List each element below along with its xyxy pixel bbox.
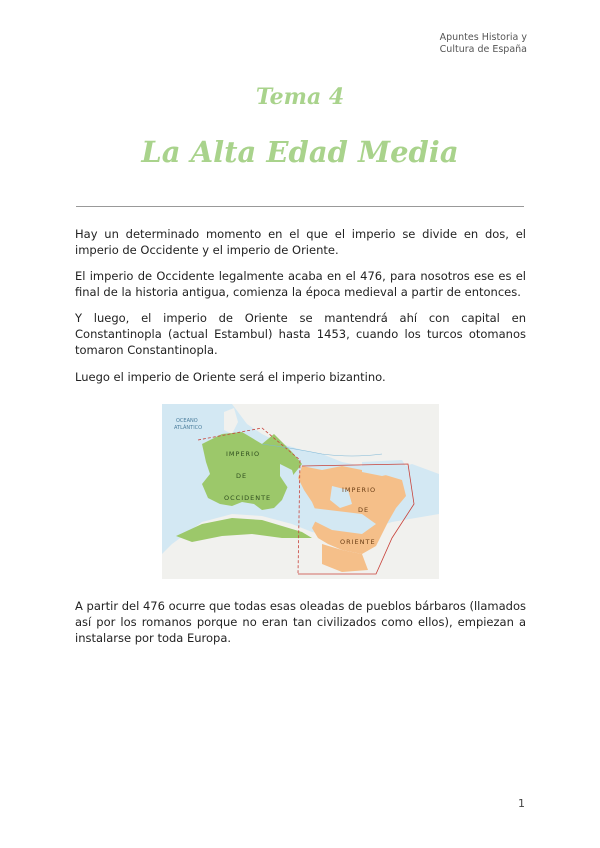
paragraph-4: Luego el imperio de Oriente será el imperio bizantino. xyxy=(75,370,386,384)
page-title: La Alta Edad Media xyxy=(141,135,459,169)
header-line-1: Apuntes Historia y xyxy=(439,32,527,43)
map-label-east-1: IMPERIO xyxy=(342,486,377,494)
paragraph-3: Y luego, el imperio de Oriente se mantendrá ahí con capital en Constantinopla (actual Estambul) hasta 1453, cuando los turcos otomanos tomaron Constantinopla. xyxy=(75,311,526,357)
header-line-2: Cultura de España xyxy=(439,44,527,55)
paragraph-1: Hay un determinado momento en el que el imperio se divide en dos, el imperio de Occidente y el imperio de Oriente. xyxy=(75,227,526,257)
map-label-west-2: DE xyxy=(236,472,248,480)
map-label-east-2: DE xyxy=(358,506,370,514)
map-label-west-1: IMPERIO xyxy=(226,450,261,458)
header-note xyxy=(440,32,527,56)
map-label-ocean-2: ATLÁNTICO xyxy=(174,425,203,431)
paragraph-2: El imperio de Occidente legalmente acaba en el 476, para nosotros ese es el final de la historia antigua, comienza la época medieval a partir de entonces. xyxy=(75,269,526,299)
title-divider xyxy=(76,206,524,207)
paragraph-5: A partir del 476 ocurre que todas esas oleadas de pueblos bárbaros (llamados así por los romanos porque no eran tan civilizados como ellos), empiezan a instalarse por toda Europa. xyxy=(75,599,526,645)
map-label-ocean-1: OCEANO xyxy=(176,418,198,424)
page-number: 1 xyxy=(518,797,525,810)
map-label-east-3: ORIENTE xyxy=(340,538,376,546)
roman-empire-map xyxy=(162,404,439,579)
topic-title: Tema 4 xyxy=(255,84,345,110)
map-label-west-3: OCCIDENTE xyxy=(224,494,272,502)
